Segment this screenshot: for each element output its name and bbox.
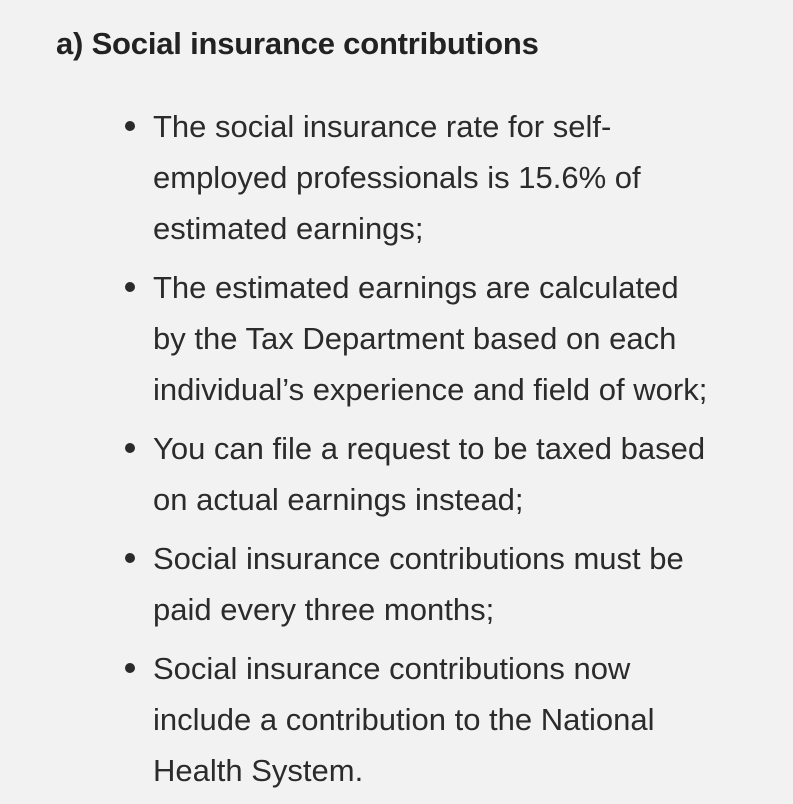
- bullet-line: estimated earnings;: [153, 211, 424, 246]
- bullet-line: employed professionals is 15.6% of: [153, 160, 641, 195]
- bullet-dot-icon: [125, 663, 135, 673]
- bullet-line: individual’s experience and field of work;: [153, 372, 708, 407]
- bullet-line: Social insurance contributions must be: [153, 541, 684, 576]
- bullet-dot-icon: [125, 443, 135, 453]
- bullet-line: The estimated earnings are calculated: [153, 270, 679, 305]
- list-item: [0, 423, 793, 525]
- list-item: [0, 643, 793, 796]
- list-item: [0, 533, 793, 635]
- bullet-line: by the Tax Department based on each: [153, 321, 677, 356]
- bullet-line: Health System.: [153, 753, 364, 788]
- bullet-dot-icon: [125, 121, 135, 131]
- bullet-list: [0, 101, 793, 804]
- list-item: [0, 262, 793, 415]
- bullet-line: on actual earnings instead;: [153, 482, 524, 517]
- section-title: a) Social insurance contributions: [56, 26, 539, 61]
- bullet-dot-icon: [125, 553, 135, 563]
- bullet-line: The social insurance rate for self-: [153, 109, 612, 144]
- bullet-line: include a contribution to the National: [153, 702, 655, 737]
- bullet-line: You can file a request to be taxed based: [153, 431, 706, 466]
- bullet-line: Social insurance contributions now: [153, 651, 631, 686]
- bullet-line: paid every three months;: [153, 592, 495, 627]
- bullet-dot-icon: [125, 282, 135, 292]
- list-item: [0, 101, 793, 254]
